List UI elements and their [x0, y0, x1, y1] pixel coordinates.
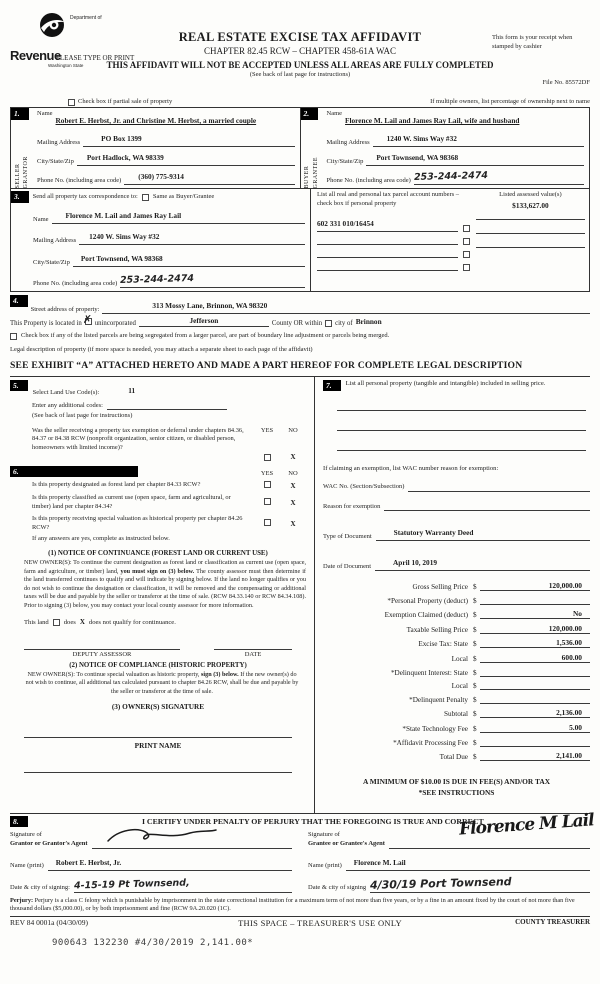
- tax-exemption-question: Was the seller receiving a property tax exemption or deferral under chapters 84.36, 84.37 or 84.38 RCW (nonprofit organization, senior citizen, or disabled person, homeowners with limited income)? YES NO X: [32, 426, 298, 461]
- seller-city-value: Port Hadlock, WA 98339: [86, 153, 164, 163]
- grantor-name-label: Name (print): [10, 862, 44, 870]
- section-2-number: 2.: [301, 108, 319, 120]
- corr-name-label: Name: [33, 215, 49, 223]
- property-section: [10, 292, 590, 370]
- buyer-name-value: Florence M. Lail and James Ray Lail, wife and husband: [345, 116, 520, 126]
- segregated-checkbox: [10, 333, 17, 340]
- date-of-document-label: Date of Document: [323, 562, 372, 570]
- personal-property-checkbox-2: [463, 238, 470, 245]
- seller-city-label: City/State/Zip: [37, 158, 74, 165]
- land-use-code-value: 11: [128, 385, 136, 395]
- grantee-role-label: GRANTEE: [312, 156, 319, 189]
- form-subtitle: CHAPTER 82.45 RCW – CHAPTER 458-61A WAC: [204, 46, 396, 56]
- type-of-document-label: Type of Document: [323, 532, 372, 540]
- buyer-name-label: Name: [326, 110, 343, 118]
- buyer-grantee-box: [301, 107, 591, 189]
- seller-phone-label: Phone No. (including area code): [37, 177, 122, 184]
- state-technology-fee-row: *State Technology Fee $ 5.00: [323, 723, 590, 733]
- q1-yes-checkbox: [264, 481, 271, 488]
- deputy-date-label: DATE: [244, 651, 262, 659]
- city-of-label: city of: [335, 320, 353, 328]
- parcel-area: [311, 189, 589, 291]
- unincorporated-label: unincorporated: [94, 320, 136, 328]
- county-or-label: County OR within: [271, 320, 323, 328]
- deputy-assessor-label: DEPUTY ASSESSOR: [72, 651, 132, 659]
- buyer-city-value: Port Townsend, WA 98368: [376, 153, 459, 163]
- s6-no-header: NO: [288, 470, 298, 477]
- legal-description-label: Legal description of property (if more space is needed, you may attach a separate sheet to each page of the affidavit): [10, 345, 313, 353]
- s5-yes-label: YES: [260, 426, 274, 434]
- perjury-statement: Perjury: Perjury is a class C felony which is punishable by imprisonment in the state correctional institution for a maximum term of not more than five years, or by a fine in an amount fixed by the court of not more than five thousand dollars ($5,000.00), or by both imprisonment and fine (RCW 9A.20.020 (1C).: [10, 897, 590, 918]
- parcel-header: List all real and personal tax parcel account numbers – check box if personal property: [317, 191, 460, 207]
- grantor-sig-label-2: Grantor or Grantor's Agent: [10, 839, 88, 847]
- taxable-selling-price-row: Taxable Selling Price $ 120,000.00: [323, 624, 590, 634]
- s5-no-label: NO: [288, 426, 298, 434]
- owners-signature-heading: (3) OWNER(S) SIGNATURE: [111, 702, 205, 712]
- grantor-role-label: GRANTOR: [23, 156, 29, 189]
- s5-no-answer: X: [290, 452, 296, 461]
- grantor-date-handwritten: 4-15-19 Pt Townsend,: [73, 877, 190, 892]
- section-8-number: 8.: [10, 816, 28, 828]
- assessed-header: Listed assessed value(s): [499, 191, 562, 199]
- grantee-name-label: Name (print): [308, 862, 342, 870]
- please-type-or-print: PLEASE TYPE OR PRINT: [56, 54, 135, 62]
- notice-compliance-text: NEW OWNER(S): To continue special valuation as historic property, sign (3) below. If the new owner(s) do not wish to continue, all additional tax calculated pursuant to chapter 84.26 RCW, shall be due and payable by the seller or transferor at the time of sale.: [25, 670, 299, 695]
- q3-no-answer: X: [290, 519, 296, 528]
- partial-sale-checkbox: [68, 99, 75, 106]
- personal-property-line-3: [337, 442, 586, 451]
- form-header: [10, 8, 590, 96]
- notice-continuance-text: NEW OWNER(S): To continue the current designation as forest land or classification as current use (open space, farm and agriculture, or timber) land, you must sign on (3) below. The county assessor must then determine if the land transferred continues to qualify and will indicate by signing below. If the land no longer qualifies or you do not wish to continue the designation or classification, it will be removed and the compensating or additional taxes will be due and payable by the seller or transferor at the time of sale. (RCW 84.33.140 or RCW 84.34.108). Prior to signing (3) below, you may contact your local county assessor for more information.: [24, 559, 306, 609]
- deputy-date-line: [214, 648, 292, 650]
- buyer-role-label: BUYER: [304, 165, 311, 189]
- corr-name-value: Florence M. Lail and James Ray Lail: [65, 210, 182, 220]
- grantor-sig-label-1: Signature of: [10, 831, 42, 839]
- deputy-assessor-line: [24, 648, 180, 650]
- wac-line: [408, 484, 590, 492]
- buyer-mailing-value: 1240 W. Sims Way #32: [386, 134, 457, 144]
- file-number: File No. 85572DF: [542, 79, 590, 86]
- county-treasurer-label: COUNTY TREASURER: [515, 918, 590, 927]
- parcel-number-value: 602 331 010/16454: [317, 219, 374, 229]
- section-1-number: 1.: [11, 108, 29, 120]
- if-yes-note: If any answers are yes, complete as instructed below.: [32, 534, 170, 542]
- section-5-number: 5.: [10, 380, 28, 392]
- seller-name-value: Robert E. Herbst, Jr. and Christine M. Herbst, a married couple: [55, 116, 257, 126]
- type-of-document-value: Statutory Warranty Deed: [393, 528, 474, 537]
- buyer-mailing-label: Mailing Address: [326, 139, 370, 146]
- excise-tax-state-row: Excise Tax: State $ 1,536.00: [323, 638, 590, 648]
- land-use-label: Select Land Use Code(s):: [32, 389, 100, 397]
- seller-mailing-label: Mailing Address: [37, 139, 81, 146]
- print-name-label: PRINT NAME: [134, 741, 182, 751]
- personal-property-deduct-row: *Personal Property (deduct) $: [323, 596, 590, 605]
- delinquent-penalty-row: *Delinquent Penalty $: [323, 695, 590, 704]
- left-column: [10, 377, 315, 813]
- notice-compliance-title: (2) NOTICE OF COMPLIANCE (HISTORIC PROPERTY): [69, 661, 247, 669]
- grantee-sig-label-1: Signature of: [308, 831, 340, 839]
- street-address-value: 313 Mossy Lane, Brinnon, WA 98320: [152, 301, 268, 311]
- receipt-note: This form is your receipt when stamped by cashier: [492, 34, 573, 50]
- grantee-date-label: Date & city of signing: [308, 884, 367, 892]
- historical-property-question: Is this property receiving special valuation as historical property per chapter 84.26 RCW? X: [32, 515, 306, 532]
- notice-continuance-title: (1) NOTICE OF CONTINUANCE (FOREST LAND OR CURRENT USE): [48, 550, 268, 557]
- section5-see-back: (See back of last page for instructions): [32, 412, 133, 420]
- corr-city-value: Port Townsend, WA 98368: [80, 253, 163, 263]
- revenue-swoosh-icon: [38, 12, 68, 40]
- forest-land-question: Is this property designated as forest land per chapter 84.33 RCW? X: [32, 481, 306, 490]
- personal-property-line-1: [337, 402, 586, 411]
- q1-no-answer: X: [290, 481, 296, 490]
- date-of-document-value: April 10, 2019: [393, 558, 437, 567]
- unincorporated-x-mark: ✗: [82, 313, 92, 327]
- grantee-sig-label-2: Grantee or Grantee's Agent: [308, 839, 385, 847]
- corr-mailing-value: 1240 W. Sims Way #32: [89, 232, 160, 242]
- right-column: [315, 377, 590, 813]
- section-7-number: 7.: [323, 380, 341, 392]
- form-title: REAL ESTATE EXCISE TAX AFFIDAVIT: [178, 30, 422, 44]
- same-as-buyer-label: Same as Buyer/Grantee: [152, 192, 215, 200]
- corr-phone-label: Phone No. (including area code): [33, 280, 118, 287]
- owners-signature-line: [24, 729, 292, 738]
- buyer-phone-label: Phone No. (including area code): [326, 177, 411, 184]
- s6-yes-header: YES: [260, 470, 274, 477]
- city-name-value: Brinnon: [355, 317, 382, 327]
- personal-property-checkbox-3: [463, 251, 470, 258]
- reason-label: Reason for exemption: [323, 502, 381, 510]
- assessed-value: $133,627.00: [512, 200, 549, 210]
- logo-state-text: Washington State: [48, 63, 84, 68]
- buyer-city-label: City/State/Zip: [326, 158, 364, 165]
- grantee-signature: Florence M Lail: [458, 810, 595, 840]
- grantor-name-value: Robert E. Herbst, Jr.: [55, 857, 122, 867]
- excise-tax-local-row: Local $ 600.00: [323, 653, 590, 663]
- gross-selling-price-row: Gross Selling Price $ 120,000.00: [323, 581, 590, 591]
- segregated-label: Check box if any of the listed parcels are being segregated from a larger parcel, are part of boundary line adjustment or parcels being merged.: [21, 332, 390, 340]
- personal-property-label: List all personal property (tangible and intangible) included in selling price.: [345, 379, 546, 387]
- does-checkbox: [53, 619, 60, 626]
- section-4-number: 4.: [10, 295, 28, 307]
- affidavit-processing-fee-row: *Affidavit Processing Fee $: [323, 738, 590, 747]
- money-rows: [323, 581, 590, 766]
- seller-name-label: Name: [37, 110, 53, 118]
- minimum-fee-note: A MINIMUM OF $10.00 IS DUE IN FEE(S) AND/OR TAX *SEE INSTRUCTIONS: [362, 776, 551, 797]
- logo-dept-text: Department of: [70, 15, 102, 21]
- certification-section: [10, 810, 595, 893]
- print-name-line: [24, 764, 292, 773]
- grantor-date-label: Date & city of signing:: [10, 884, 70, 892]
- section-6-number: 6.: [10, 466, 138, 478]
- q2-yes-checkbox: [264, 498, 271, 505]
- buyer-phone-handwritten: 253-244-2474: [413, 170, 488, 184]
- seller-grantor-box: [10, 107, 301, 189]
- grantee-name-value: Florence M. Lail: [353, 857, 406, 867]
- exemption-claimed-row: Exemption Claimed (deduct) $ No: [323, 609, 590, 619]
- reason-line: [384, 503, 590, 511]
- delinquent-interest-local-row: Local $: [323, 681, 590, 690]
- seller-role-label: SELLER: [14, 163, 21, 189]
- seller-phone-value: (360) 775-9314: [138, 172, 184, 182]
- personal-property-checkbox-1: [463, 225, 470, 232]
- partial-sale-label: Check box if partial sale of property: [78, 98, 173, 105]
- grantor-signature-block: [10, 831, 292, 893]
- delinquent-interest-state-row: *Delinquent Interest: State $: [323, 668, 590, 677]
- cashier-receipt-stamp: 900643 132230 #4/30/2019 2,141.00*: [52, 938, 254, 948]
- grantee-date-handwritten: 4/30/19 Port Townsend: [369, 874, 512, 892]
- street-address-label: Street address of property:: [30, 306, 100, 313]
- treasurer-use-only: THIS SPACE – TREASURER'S USE ONLY: [238, 918, 402, 929]
- corr-mailing-label: Mailing Address: [33, 237, 77, 244]
- seller-mailing-value: PO Box 1399: [101, 134, 142, 144]
- wac-label: WAC No. (Section/Subsection): [323, 483, 405, 491]
- see-back-note: (See back of last page for instructions): [249, 71, 351, 78]
- send-correspondence-label: Send all property tax correspondence to:: [32, 192, 138, 200]
- does-not-label: does not qualify for continuance.: [88, 618, 176, 626]
- city-checkbox: [325, 320, 332, 327]
- logo-revenue-text: Revenue: [10, 48, 61, 63]
- corr-city-label: City/State/Zip: [33, 258, 70, 266]
- does-label: does: [63, 618, 76, 626]
- q3-yes-checkbox: [264, 519, 271, 526]
- current-use-question: Is this property classified as current use (open space, farm and agricultural, or timber) land per chapter 84.34? X: [32, 494, 306, 511]
- s5-yes-checkbox: [264, 454, 271, 461]
- additional-codes-line: [107, 402, 227, 410]
- this-land-line: This land does X does not qualify for continuance.: [24, 618, 176, 627]
- personal-property-line-2: [337, 422, 586, 431]
- q2-no-answer: X: [290, 498, 296, 507]
- certify-statement: I CERTIFY UNDER PENALTY OF PERJURY THAT THE FOREGOING IS TRUE AND CORRECT: [141, 816, 484, 826]
- corr-phone-handwritten: 253-244-2474: [120, 273, 195, 287]
- total-due-row: Total Due $ 2,141.00: [323, 751, 590, 761]
- same-as-buyer-checkbox: [142, 194, 149, 201]
- partial-sale-row: [68, 98, 172, 106]
- form-warning: THIS AFFIDAVIT WILL NOT BE ACCEPTED UNLESS ALL AREAS ARE FULLY COMPLETED: [106, 60, 494, 70]
- section-3-number: 3.: [11, 191, 29, 203]
- exhibit-a-statement: SEE EXHIBIT “A” ATTACHED HERETO AND MADE A PART HEREOF FOR COMPLETE LEGAL DESCRIPTION: [10, 359, 523, 371]
- correspondence-parcel-strip: [10, 189, 590, 292]
- rev-form-number: REV 84 0001a (04/30/09): [10, 918, 88, 928]
- does-not-x: X: [79, 618, 85, 627]
- subtotal-row: Subtotal $ 2,136.00: [323, 708, 590, 718]
- grantor-signature: [102, 824, 222, 848]
- county-value: Jefferson: [189, 316, 219, 326]
- correspondence-box: [11, 189, 311, 291]
- personal-property-checkbox-4: [463, 264, 470, 271]
- located-prefix: This Property is located in: [10, 320, 82, 328]
- exemption-note: If claiming an exemption, list WAC number reason for exemption:: [323, 465, 499, 473]
- multiple-owners-note: If multiple owners, list percentage of ownership next to name: [430, 98, 590, 105]
- additional-codes-label: Enter any additional codes:: [32, 401, 103, 409]
